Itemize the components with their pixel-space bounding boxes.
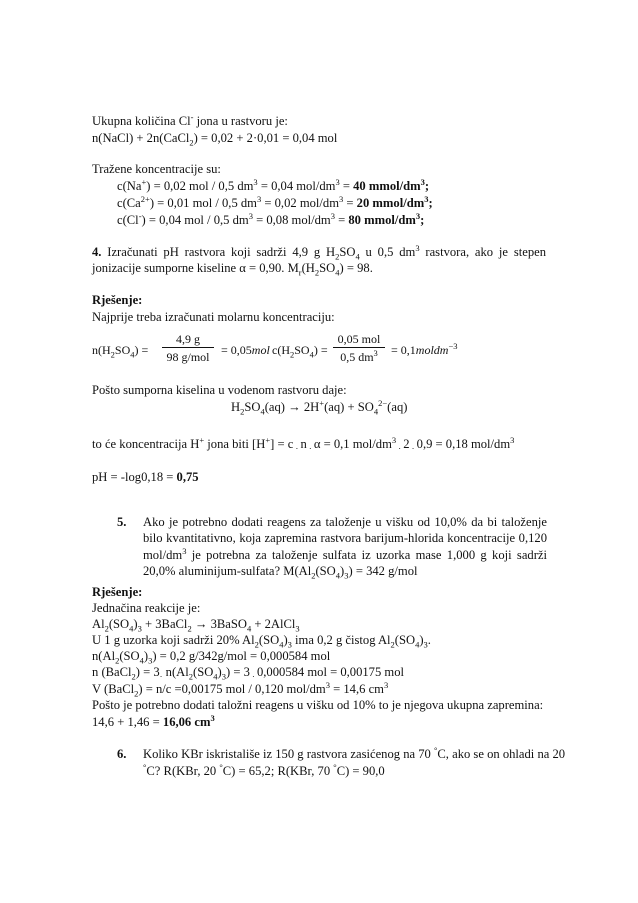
problem-6-line-1: Koliko KBr iskristališe iz 150 g rastvora zasićenog na 70 °C, ako se on ohladi na 20 [143, 744, 566, 761]
problem-4-intro: Najprije treba izračunati molarnu koncentraciju: [92, 310, 335, 324]
ph-result: pH = -log0,18 = 0,75 [92, 470, 199, 484]
moles-fraction-bar [162, 347, 214, 348]
moles-formula-left: $n(H_2SO_4)$ = [92, 343, 149, 360]
total-volume-result: 14,6 + 1,46 = 16,06 $cm^3$ [92, 712, 215, 729]
reaction-heading: Jednačina reakcije je: [92, 601, 201, 615]
chloride-total-heading: Ukupna količina Cl- jona u rastvoru je: [92, 111, 288, 128]
dissociation-equation: $H_2SO_4(aq) \to 2H^+(aq) + SO_4^{2-}(aq)$ [231, 397, 408, 417]
sample-content-line: U 1 g uzorka koji sadrži 20% $Al_2(SO_4)_3$ ima 0,2 g čistog $Al_2(SO_4)_3$. [92, 633, 431, 650]
moles-fraction-numerator: 4,9 g [176, 332, 200, 346]
concentration-result: = 0,1moldm$^{-3}$ [391, 341, 458, 357]
moles-fraction-denominator: 98 g/mol [166, 350, 210, 364]
problem-5-solution-label: Rješenje: [92, 585, 143, 599]
problem-6-line-2: °C? R(KBr, 20 °C) = 65,2; R(KBr, 70 °C) = 90,0 [143, 761, 385, 778]
aluminium-sulfate-moles: $n(Al_2(SO_4)_3) = 0,2$ g/342g/mol = 0,000584 mol [92, 649, 331, 666]
chloride-total-equation: n(NaCl) + 2n(CaCl$_2$) = 0,02 + 2·0,01 = 0,04 mol [92, 131, 338, 148]
problem-4-statement: 4. Izračunati pH rastvora koji sadrži 4,9 g $H_2SO_4$ u 0,5 $dm^3$ rastvora, ako je stepen jonizacije sumporne kiseline α = 0,90. $M_r(H_2SO_4) = 98$. [92, 242, 546, 278]
concentration-formula-left: $c(H_2SO_4)$ = [272, 343, 328, 360]
moles-result: = 0,05mol [221, 343, 270, 357]
problem-5-number: 5. [117, 515, 127, 529]
problem-6-number: 6. [117, 747, 127, 761]
calcium-concentration: $c(Ca^{2+}) = 0,01$ mol / 0,5 $dm^3 = 0,02$ mol/$dm^3 = 20$ mmol/$dm^3$; [117, 193, 433, 210]
concentration-fraction-numerator: 0,05 mol [337, 332, 381, 346]
barium-chloride-volume: V (BaCl$_2$) = n/c =0,00175 mol / 0,120 mol/$dm^3 = 14,6$ $cm^3$ [92, 679, 389, 699]
concentrations-heading: Tražene koncentracije su: [92, 162, 221, 176]
hydrogen-ion-concentration: to će koncentracija H+ jona biti [H+] = c $_\cdot$ n $_\cdot$ α = 0,1 mol/$dm^3$ $_\cdot$ 2 $_\cdot$ 0,9 = 0,18 mol/$dm^3$ [92, 434, 515, 454]
problem-4-solution-label: Rješenje: [92, 293, 143, 307]
excess-explanation: Pošto je potrebno dodati taložni reagens u višku od 10% to je njegova ukupna zapremina: [92, 698, 544, 712]
barium-chloride-moles: n (BaCl$_2$) = $3_\cdot$ $n(Al_2(SO_4)_3) = 3$ $_\cdot$ 0,000584 mol = 0,00175 mol [92, 665, 405, 682]
problem-5-statement: Ako je potrebno dodati reagens za taloženje u višku od 10,0% da bi taloženje bilo kvantitativno, koja zapremina rastvora barijum-hlorida koncentracije 0,120 mol/$dm^3$ je potrebna za taloženje sulfata iz uzorka mase 1,000 g koji sadrži 20,0% aluminijum-sulfata? $M(Al_2(SO_4)_3) = 342$ g/mol [143, 515, 547, 581]
reaction-equation: $Al_2(SO_4)_3$ + 3BaCl$_2$ → 3BaSO$_4$ + 2AlCl$_3$ [92, 617, 300, 634]
chloride-concentration: c(Cl-) = 0,04 mol / 0,5 $dm^3 = 0,08$ mol/$dm^3 = 80$ mmol/$dm^3$; [117, 210, 425, 227]
sodium-concentration: c(Na+) = 0,02 mol / 0,5 $dm^3 = 0,04$ mol/$dm^3 = 40$ mmol/$dm^3$; [117, 176, 430, 193]
concentration-fraction-denominator: 0,5 $dm^3$ [340, 348, 378, 364]
dissociation-intro: Pošto sumporna kiselina u vodenom rastvoru daje: [92, 383, 347, 397]
